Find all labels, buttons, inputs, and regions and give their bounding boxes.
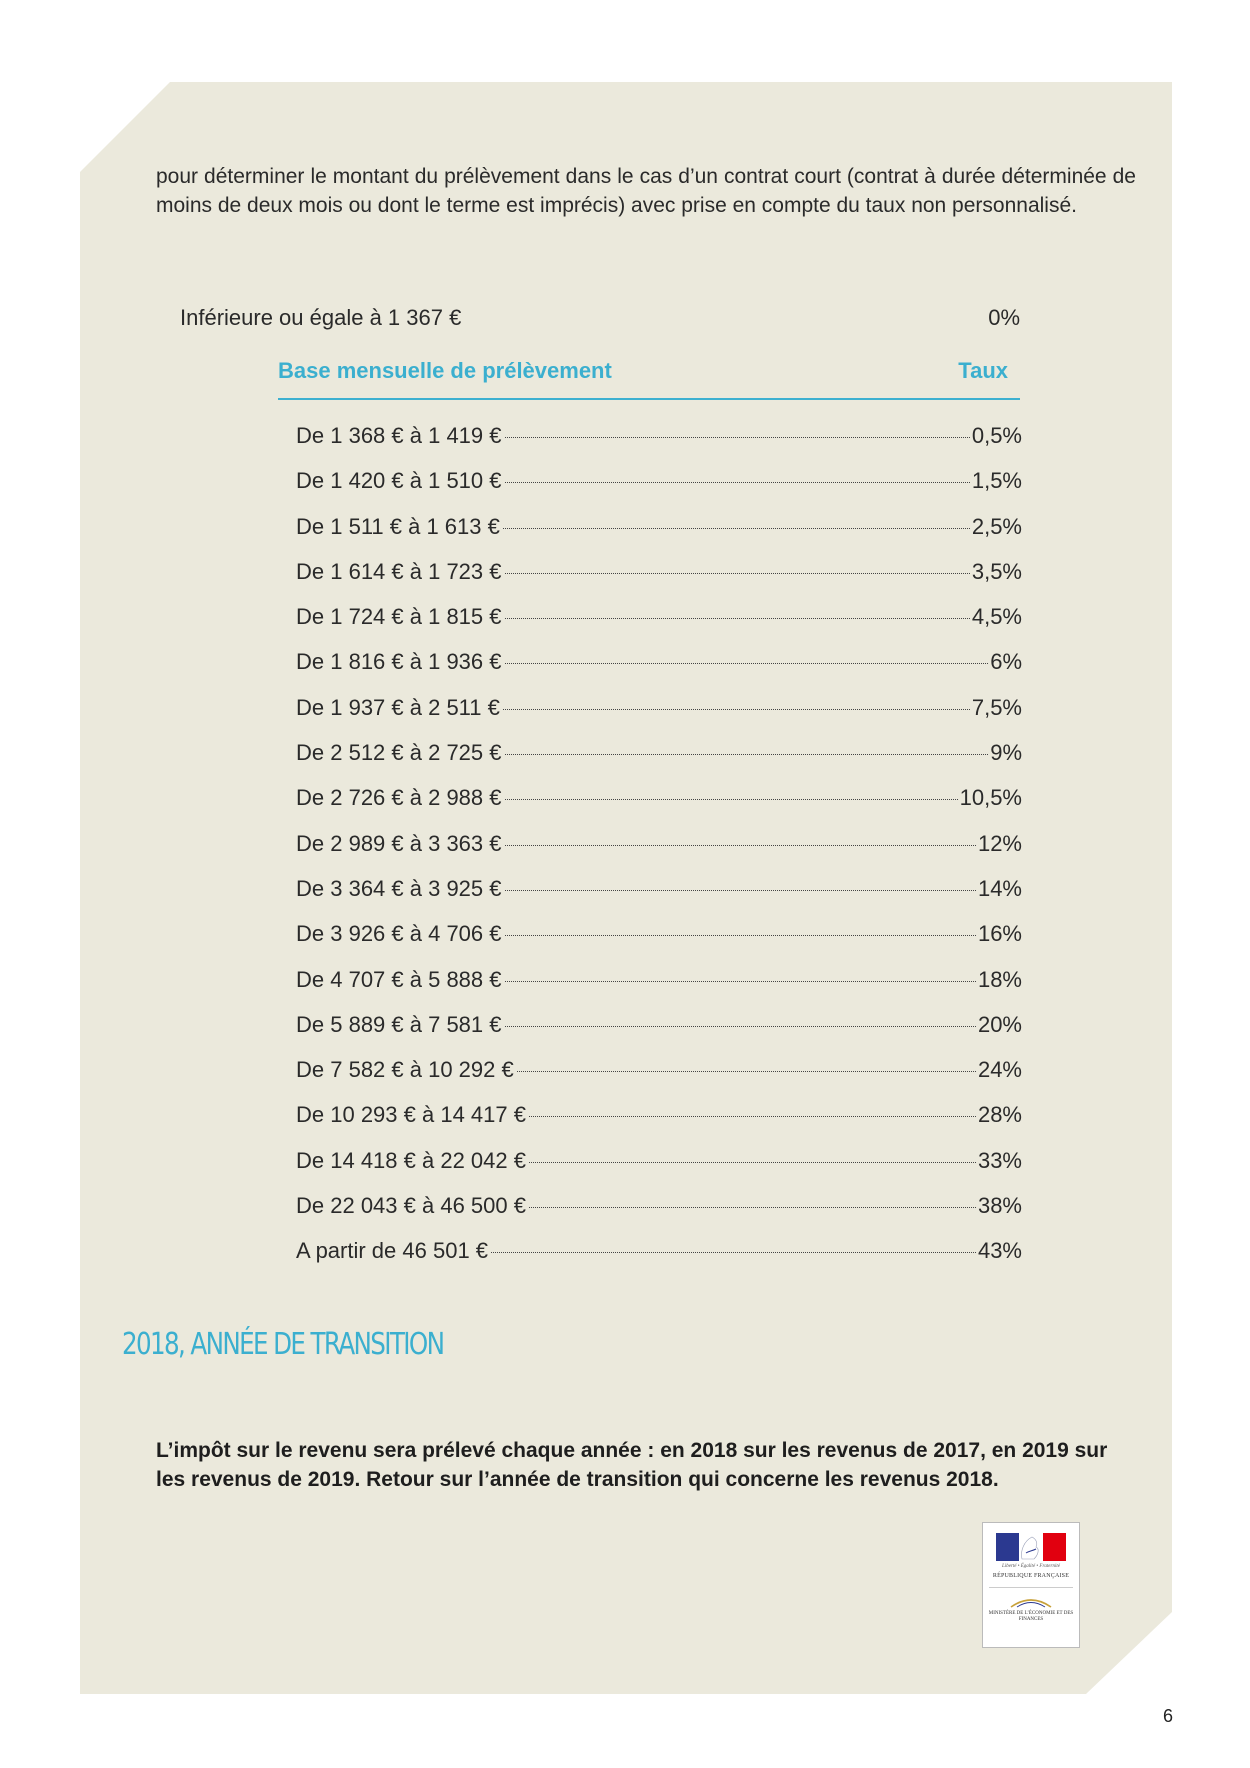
rate-row-label: De 5 889 € à 7 581 € — [296, 1011, 502, 1037]
rate-table-header — [278, 358, 1020, 400]
rate-row — [296, 918, 1022, 963]
rate-row-label: De 1 937 € à 2 511 € — [296, 694, 500, 720]
dot-leader — [505, 482, 970, 483]
rate-row-label: De 7 582 € à 10 292 € — [296, 1057, 514, 1083]
rate-row — [296, 601, 1022, 646]
rate-row-value: 16% — [977, 921, 1022, 947]
dot-leader — [505, 890, 976, 891]
rate-row-label: De 3 926 € à 4 706 € — [296, 921, 502, 947]
rate-row-label: A partir de 46 501 € — [296, 1238, 489, 1264]
dot-leader — [529, 1116, 976, 1117]
rate-row-value: 6% — [990, 649, 1022, 675]
dot-leader — [529, 1162, 976, 1163]
dot-leader — [505, 663, 989, 664]
dot-leader — [505, 573, 970, 574]
ministry-arc-icon — [1009, 1595, 1053, 1609]
rate-row-value: 12% — [977, 830, 1022, 856]
logo-divider — [989, 1587, 1073, 1588]
rate-row — [296, 692, 1022, 737]
rate-row-zero-label: Inférieure ou égale à 1 367 € — [180, 305, 462, 330]
rate-row-zero-value: 0% — [988, 305, 1020, 330]
rate-row-value: 38% — [977, 1193, 1022, 1219]
marianne-flag-icon — [996, 1533, 1066, 1561]
government-logo — [982, 1522, 1080, 1648]
dot-leader — [505, 1026, 976, 1027]
rate-row-label: De 1 614 € à 1 723 € — [296, 558, 502, 584]
rate-row-label: De 22 043 € à 46 500 € — [296, 1193, 526, 1219]
rate-row — [296, 828, 1022, 873]
dot-leader — [505, 754, 989, 755]
rate-row-value: 7,5% — [971, 694, 1022, 720]
dot-leader — [505, 981, 976, 982]
dot-leader — [505, 935, 976, 936]
dot-leader — [503, 709, 970, 710]
dot-leader — [503, 528, 970, 529]
dot-leader — [505, 845, 976, 846]
page-number: 6 — [1163, 1706, 1174, 1726]
logo-motto: Liberté • Égalité • Fraternité — [1002, 1564, 1060, 1569]
rate-row-label: De 1 368 € à 1 419 € — [296, 423, 502, 448]
rate-row-value: 18% — [977, 966, 1022, 992]
rate-row — [296, 420, 1022, 465]
rate-row-label: De 1 420 € à 1 510 € — [296, 468, 502, 494]
rate-row-label: De 10 293 € à 14 417 € — [296, 1102, 526, 1128]
rate-row-value: 9% — [990, 740, 1022, 766]
rate-row-value: 14% — [977, 875, 1022, 901]
rate-row-label: De 4 707 € à 5 888 € — [296, 966, 502, 992]
rate-row-label: De 1 511 € à 1 613 € — [296, 513, 500, 539]
rate-row-value: 43% — [977, 1238, 1022, 1264]
rate-row — [296, 511, 1022, 556]
rate-row-value: 33% — [977, 1147, 1022, 1173]
rate-row-label: De 3 364 € à 3 925 € — [296, 875, 502, 901]
rate-row-label: De 1 816 € à 1 936 € — [296, 649, 502, 675]
rate-row-label: De 2 989 € à 3 363 € — [296, 830, 502, 856]
column-header-base: Base mensuelle de prélèvement — [278, 358, 612, 383]
logo-ministry-label: MINISTÈRE DE L’ÉCONOMIE ET DES FINANCES — [988, 1611, 1074, 1622]
rate-row-value: 2,5% — [971, 513, 1022, 539]
rate-row-value: 1,5% — [971, 468, 1022, 494]
rate-row-value: 24% — [977, 1057, 1022, 1083]
rate-row — [296, 646, 1022, 691]
rate-row-value: 10,5% — [959, 785, 1022, 811]
rate-row-value: 20% — [977, 1011, 1022, 1037]
dot-leader — [505, 618, 970, 619]
dot-leader — [491, 1252, 976, 1253]
dot-leader — [505, 799, 958, 800]
intro-paragraph: pour déterminer le montant du prélèvement dans le cas d’un contrat court (contrat à durée déterminée de moins de deux mois ou dont le terme est imprécis) avec prise en compte du taux non personnalisé. — [156, 165, 1136, 217]
rate-row — [296, 782, 1022, 827]
rate-row-value: 28% — [977, 1102, 1022, 1128]
rate-row — [296, 1235, 1022, 1280]
rate-row-label: De 2 726 € à 2 988 € — [296, 785, 502, 811]
rate-row-value: 3,5% — [971, 558, 1022, 584]
rate-row-label: De 1 724 € à 1 815 € — [296, 604, 502, 630]
rate-table — [296, 420, 1022, 1281]
dot-leader — [517, 1071, 976, 1072]
rate-row — [296, 737, 1022, 782]
rate-row — [296, 964, 1022, 1009]
logo-republic-label: RÉPUBLIQUE FRANÇAISE — [992, 1573, 1070, 1579]
rate-row-label: De 14 418 € à 22 042 € — [296, 1147, 526, 1173]
rate-row — [296, 1054, 1022, 1099]
rate-row — [296, 465, 1022, 510]
lead-paragraph: L’impôt sur le revenu sera prélevé chaque année : en 2018 sur les revenus de 2017, en 2019 sur les revenus de 2019. Retour sur l’année de transition qui concerne les revenus 2018. — [156, 1439, 1108, 1491]
rate-row — [296, 1145, 1022, 1190]
dot-leader — [529, 1207, 976, 1208]
section-title: 2018, ANNÉE DE TRANSITION — [122, 1327, 444, 1362]
rate-row-zero — [180, 305, 1020, 337]
rate-row — [296, 1190, 1022, 1235]
dot-leader — [505, 437, 970, 438]
rate-row — [296, 1009, 1022, 1054]
rate-row — [296, 556, 1022, 601]
rate-row-label: De 2 512 € à 2 725 € — [296, 740, 502, 766]
rate-row — [296, 1099, 1022, 1144]
rate-row — [296, 873, 1022, 918]
column-header-rate: Taux — [958, 358, 1008, 383]
rate-row-value: 4,5% — [971, 604, 1022, 630]
rate-row-value: 0,5% — [971, 423, 1022, 448]
